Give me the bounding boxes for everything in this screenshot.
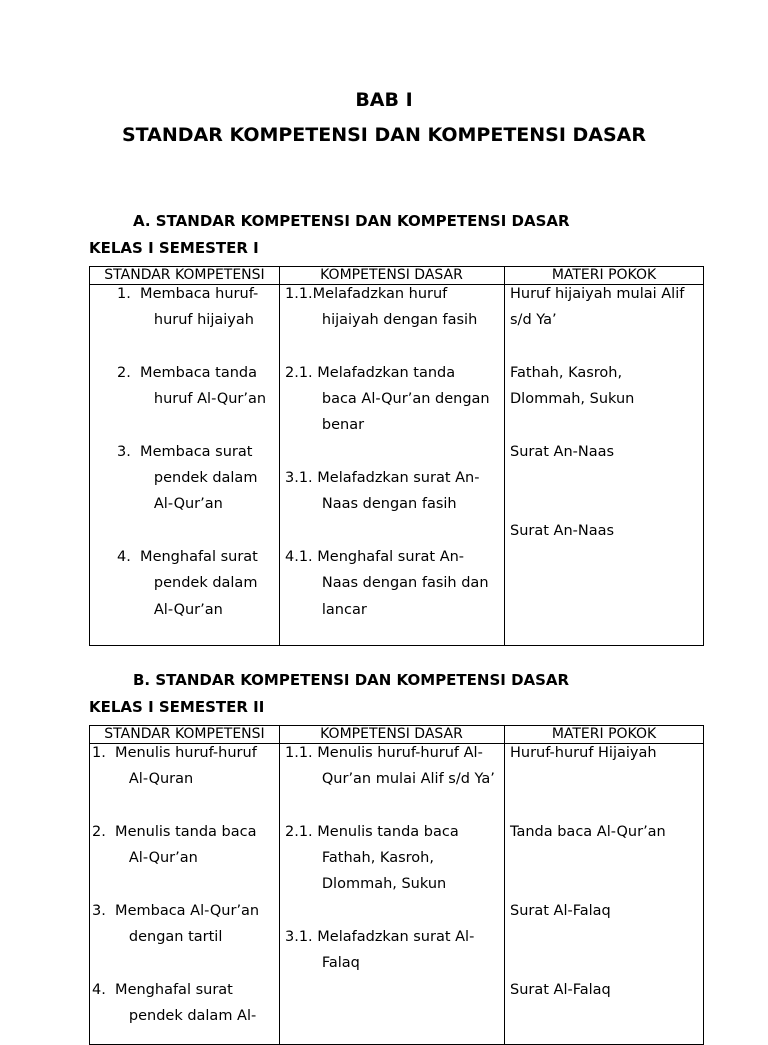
standar-line: Al-Qur’an [117, 496, 223, 513]
materi-line: Surat Al-Falaq [510, 981, 611, 998]
section-a-heading: A. STANDAR KOMPETENSI DAN KOMPETENSI DASAR [133, 212, 570, 230]
kompetensi-line: hijaiyah dengan fasih [285, 312, 478, 329]
kompetensi-line: baca Al-Qur’an dengan [285, 391, 490, 408]
kompetensi-line: 1.1. Menulis huruf-huruf Al- [285, 745, 483, 761]
standar-line: Al-Quran [92, 771, 194, 788]
column-header-standar: STANDAR KOMPETENSI [104, 726, 265, 742]
kompetensi-line [285, 793, 495, 819]
column-header-kompetensi: KOMPETENSI DASAR [320, 726, 463, 742]
materi-line [510, 950, 666, 976]
materi-line [510, 544, 684, 570]
kompetensi-line [285, 439, 490, 465]
section-a-class-label: KELAS I SEMESTER I [89, 239, 259, 257]
kompetensi-line: Dlommah, Sukun [285, 876, 447, 893]
table-semester-1 [89, 266, 704, 646]
materi-line: Fathah, Kasroh, [510, 364, 623, 381]
standar-line: dengan tartil [92, 929, 223, 946]
materi-line [510, 334, 684, 360]
standar-line [117, 518, 266, 544]
column-header-materi: MATERI POKOK [551, 726, 657, 742]
standar-line: 1. Membaca huruf- [117, 286, 259, 302]
materi-line [510, 412, 684, 438]
materi-pokok-cell [510, 740, 666, 1029]
materi-pokok-cell [510, 281, 684, 623]
kompetensi-line [285, 977, 495, 1003]
standar-line: 4. Menghafal surat [92, 981, 233, 998]
standar-line: pendek dalam [117, 470, 258, 487]
kompetensi-dasar-cell [285, 740, 495, 1029]
kompetensi-line [285, 518, 490, 544]
kompetensi-line: 4.1. Menghafal surat An- [285, 548, 465, 565]
kompetensi-line [285, 898, 495, 924]
column-header-kompetensi: KOMPETENSI DASAR [320, 267, 463, 283]
standar-line: 1. Menulis huruf-huruf [92, 745, 257, 761]
kompetensi-line: benar [285, 417, 365, 434]
column-divider [504, 726, 505, 1044]
kompetensi-line: 3.1. Melafadzkan surat Al- [285, 929, 475, 946]
standar-kompetensi-cell [117, 281, 266, 623]
section-b-class-label: KELAS I SEMESTER II [89, 698, 265, 716]
kompetensi-line [285, 1003, 495, 1029]
materi-line [510, 793, 666, 819]
standar-line: Al-Qur’an [92, 850, 198, 867]
standar-line: 2. Membaca tanda [117, 364, 258, 381]
materi-line: s/d Ya’ [510, 312, 557, 329]
kompetensi-line: Qur’an mulai Alif s/d Ya’ [285, 771, 495, 788]
standar-line: 4. Menghafal surat [117, 548, 258, 565]
column-divider [279, 267, 280, 645]
kompetensi-dasar-cell [285, 281, 490, 623]
standar-line [92, 793, 259, 819]
column-header-materi: MATERI POKOK [551, 267, 657, 283]
standar-line: huruf hijaiyah [117, 312, 254, 329]
kompetensi-line [285, 334, 490, 360]
standar-line: huruf Al-Qur’an [117, 391, 267, 408]
column-header-standar: STANDAR KOMPETENSI [104, 267, 265, 283]
materi-line [510, 570, 684, 596]
kompetensi-line: 2.1. Melafadzkan tanda [285, 364, 456, 381]
standar-line: pendek dalam Al- [92, 1007, 257, 1024]
chapter-title: BAB I [355, 89, 413, 111]
materi-line [510, 845, 666, 871]
materi-line [510, 465, 684, 491]
materi-line [510, 871, 666, 897]
materi-line [510, 597, 684, 623]
standar-line [117, 412, 266, 438]
materi-line [510, 1003, 666, 1029]
document-title: STANDAR KOMPETENSI DAN KOMPETENSI DASAR [121, 124, 647, 146]
section-b-heading: B. STANDAR KOMPETENSI DAN KOMPETENSI DASAR [133, 671, 570, 689]
standar-line [117, 334, 266, 360]
kompetensi-line: Naas dengan fasih dan [285, 575, 489, 592]
standar-line: 3. Membaca Al-Qur’an [92, 902, 260, 919]
standar-line: pendek dalam [117, 575, 258, 592]
materi-line: Huruf-huruf Hijaiyah [510, 745, 657, 761]
kompetensi-line: lancar [285, 601, 367, 618]
kompetensi-line: 1.1.Melafadzkan huruf [285, 286, 448, 302]
kompetensi-line: Naas dengan fasih [285, 496, 457, 513]
materi-line [510, 924, 666, 950]
kompetensi-line: Falaq [285, 955, 360, 972]
materi-line: Tanda baca Al-Qur’an [510, 823, 666, 840]
kompetensi-line: Fathah, Kasroh, [285, 850, 434, 867]
column-divider [504, 267, 505, 645]
materi-line [510, 766, 666, 792]
standar-line: 3. Membaca surat [117, 443, 253, 460]
materi-line [510, 491, 684, 517]
table-semester-2 [89, 725, 704, 1045]
column-divider [279, 726, 280, 1044]
standar-kompetensi-cell [92, 740, 259, 1029]
materi-line: Huruf hijaiyah mulai Alif [510, 286, 685, 302]
materi-line: Surat An-Naas [510, 443, 615, 460]
standar-line [92, 950, 259, 976]
kompetensi-line: 2.1. Menulis tanda baca [285, 823, 459, 840]
standar-line: 2. Menulis tanda baca [92, 823, 257, 840]
materi-line: Surat An-Naas [510, 522, 615, 539]
materi-line: Surat Al-Falaq [510, 902, 611, 919]
materi-line: Dlommah, Sukun [510, 391, 635, 408]
kompetensi-line: 3.1. Melafadzkan surat An- [285, 470, 480, 487]
standar-line: Al-Qur’an [117, 601, 223, 618]
standar-line [92, 871, 259, 897]
